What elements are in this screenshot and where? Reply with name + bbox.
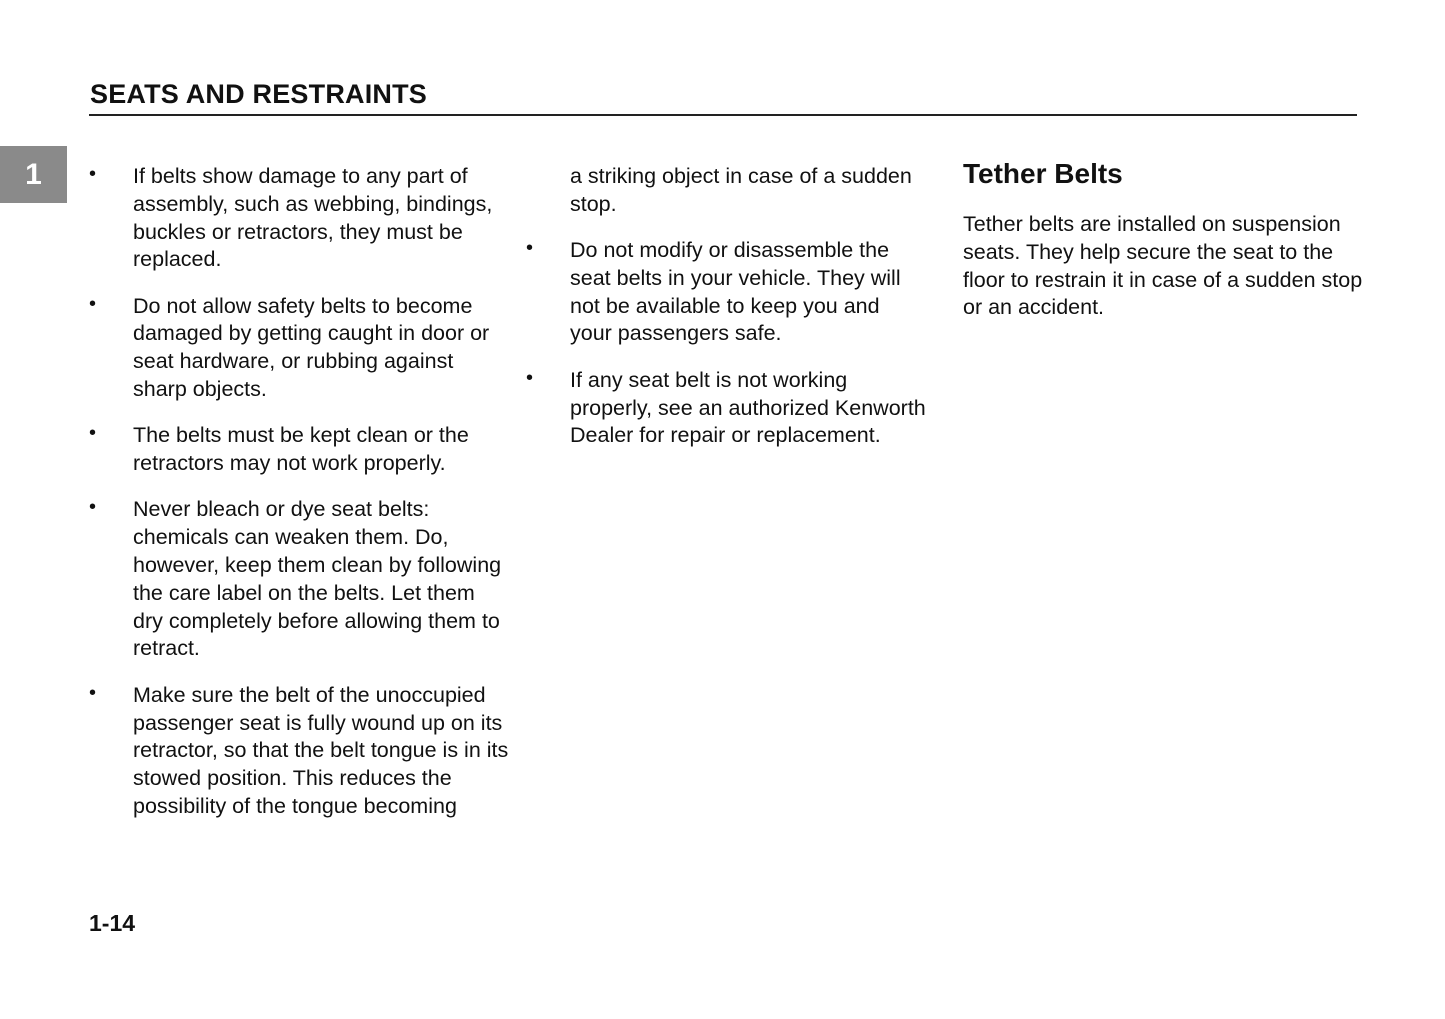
- column-right: [963, 157, 1363, 322]
- page-number: 1-14: [89, 910, 136, 936]
- list-item: [89, 163, 509, 274]
- list-item: [89, 293, 509, 404]
- bullet-icon: •: [89, 496, 97, 519]
- list-item: [89, 422, 509, 478]
- column-left: [89, 163, 509, 839]
- list-item-text: Make sure the belt of the unoccupied passenger seat is fully wound up on its retractor, so that the belt tongue is in its stowed position. This reduces the possibility of the tongue becoming: [133, 682, 509, 818]
- list-item-text: If any seat belt is not working properly, see an authorized Kenworth Dealer for repair or replacement.: [570, 367, 926, 448]
- bullet-list-left: [89, 163, 509, 821]
- list-item: [89, 682, 509, 821]
- tether-belts-body: Tether belts are installed on suspension seats. They help secure the seat to the floor to restrain it in case of a sudden stop or an accident.: [963, 212, 1363, 320]
- chapter-tab: [0, 146, 67, 203]
- bullet-icon: •: [89, 163, 97, 185]
- bullet-icon: •: [526, 366, 534, 389]
- list-item-text: Do not modify or disassemble the seat belts in your vehicle. They will not be available to keep you and your passengers safe.: [570, 238, 901, 346]
- list-item: [526, 237, 926, 348]
- continued-text: a striking object in case of a sudden stop.: [570, 164, 912, 216]
- bullet-icon: •: [526, 237, 534, 260]
- bullet-list-middle: [526, 237, 926, 450]
- list-item-text: The belts must be kept clean or the retractors may not work properly.: [133, 423, 469, 476]
- list-item-text: Do not allow safety belts to become damaged by getting caught in door or seat hardware, or rubbing against sharp objects.: [133, 293, 490, 402]
- list-item: [89, 496, 509, 663]
- bullet-icon: •: [89, 292, 97, 315]
- column-middle: [526, 163, 926, 469]
- list-item-text: If belts show damage to any part of assembly, such as webbing, bindings, buckles or retractors, they must be replaced.: [133, 164, 493, 272]
- chapter-number: 1: [25, 157, 42, 191]
- tether-belts-heading: Tether Belts: [963, 158, 1123, 189]
- bullet-icon: •: [89, 681, 97, 704]
- list-item-text: Never bleach or dye seat belts: chemicals can weaken them. Do, however, keep them clean by following the care label on the belts. Let them dry completely before allowing them to retract.: [133, 497, 502, 661]
- page-section-title: SEATS AND RESTRAINTS: [90, 79, 428, 109]
- header-divider: [89, 114, 1357, 116]
- list-item: [526, 367, 926, 450]
- bullet-icon: •: [89, 422, 97, 445]
